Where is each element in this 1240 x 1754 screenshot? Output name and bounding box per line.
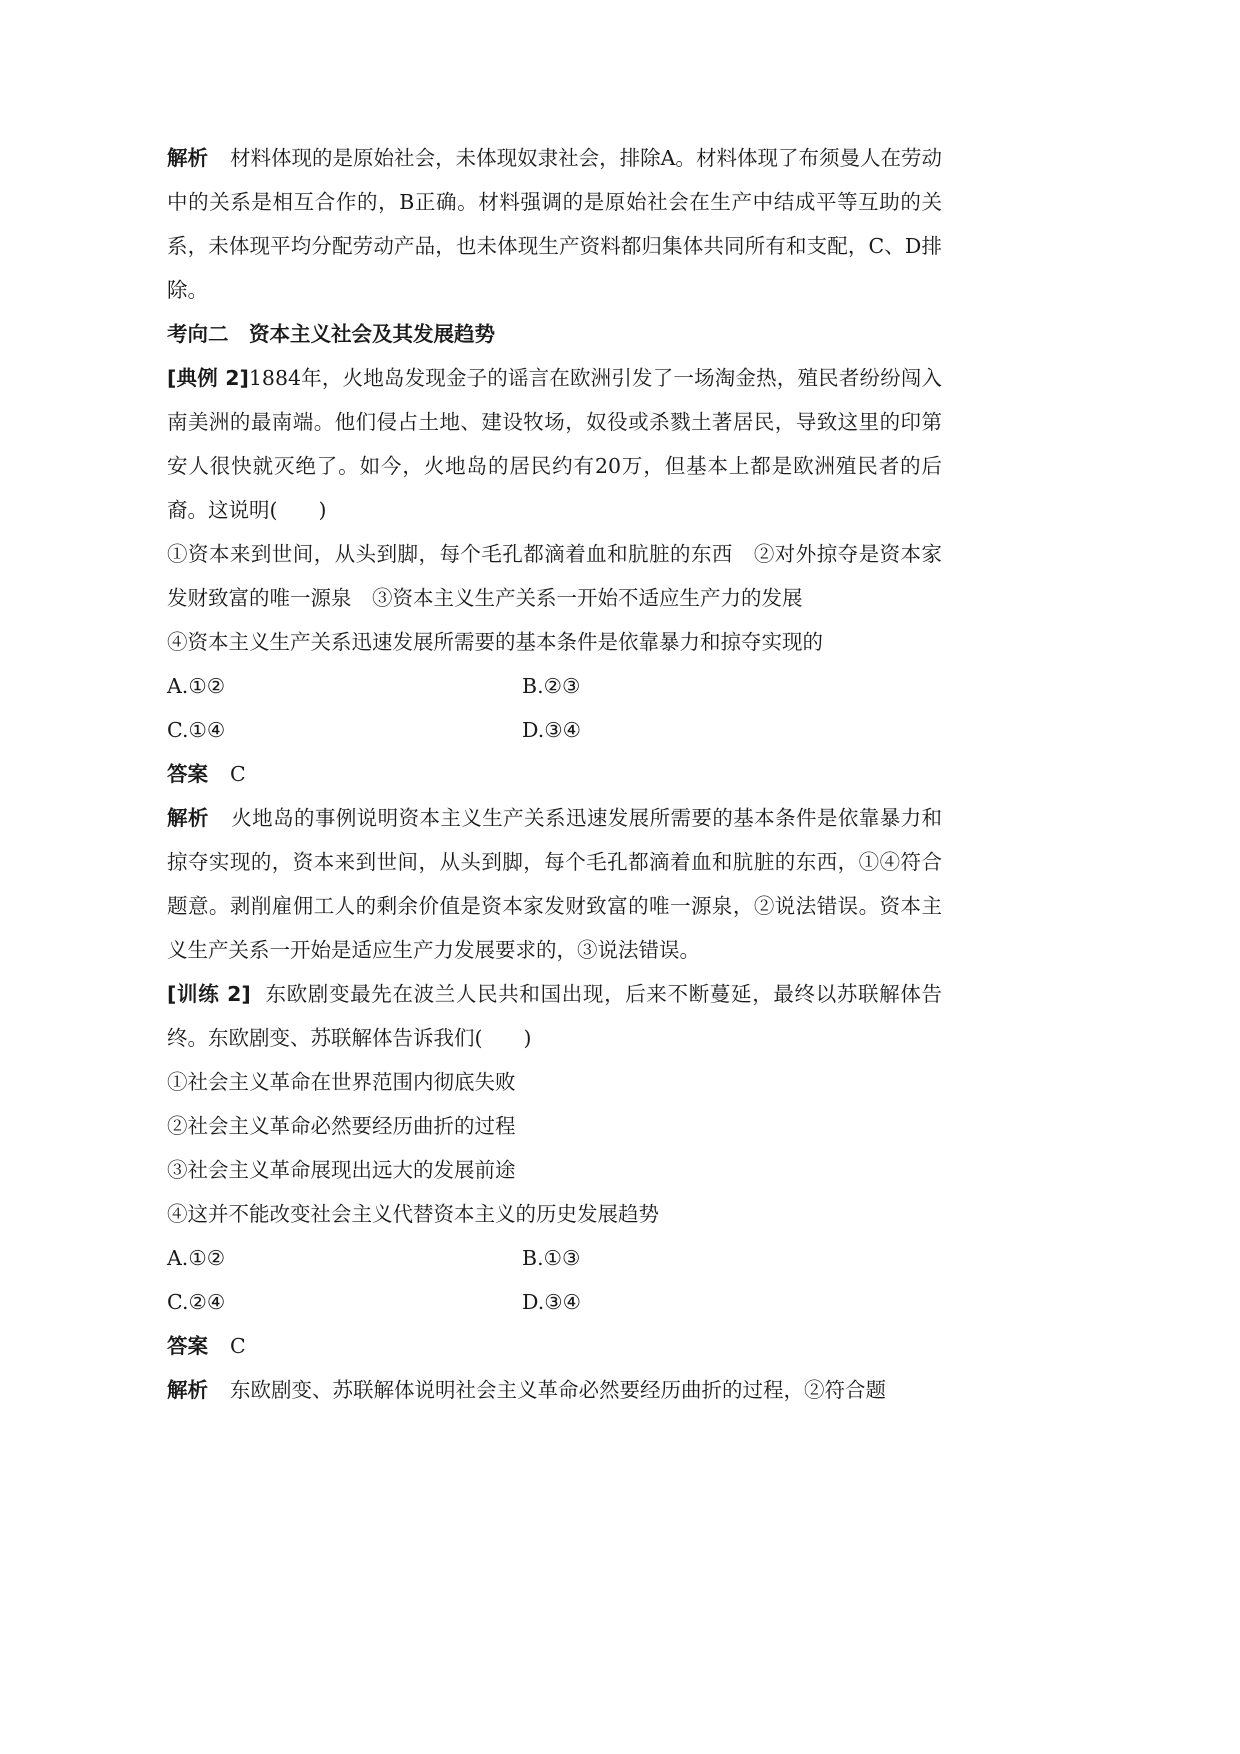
analysis-label: 解析 <box>167 806 209 830</box>
document-page <box>167 136 942 1412</box>
training-2-statement-2: ②社会主义革命必然要经历曲折的过程 <box>167 1114 516 1138</box>
training-2-statement-1: ①社会主义革命在世界范围内彻底失败 <box>167 1070 516 1094</box>
training-2-label: [训练 2] <box>167 982 251 1006</box>
training-2-statement-3: ③社会主义革命展现出远大的发展前途 <box>167 1158 516 1182</box>
training-2-answer <box>167 1324 942 1368</box>
example-2-question <box>167 356 942 532</box>
example-2-label: [典例 2] <box>167 366 249 390</box>
training-2-options-row-2 <box>167 1280 942 1324</box>
example-2-options-row-1 <box>167 664 942 708</box>
analysis-text: 材料体现的是原始社会，未体现奴隶社会，排除A。材料体现了布须曼人在劳动中的关系是相互合作的，B正确。材料强调的是原始社会在生产中结成平等互助的关系，未体现平均分配劳动产品，也未体现生产资料都归集体共同所有和支配，C、D排除。 <box>167 146 942 302</box>
analysis-paragraph-1 <box>167 136 942 312</box>
answer-label: 答案 <box>167 1334 208 1358</box>
training-2-statement-4: ④这并不能改变社会主义代替资本主义的历史发展趋势 <box>167 1202 659 1226</box>
training-2-option-a: A.①② <box>167 1246 226 1270</box>
example-2-option-d: D.③④ <box>522 718 581 742</box>
example-2-statements-1: ①资本来到世间，从头到脚，每个毛孔都滴着血和肮脏的东西 ②对外掠夺是资本家发财致富的唯一源泉 ③资本主义生产关系一开始不适应生产力的发展 <box>167 542 942 610</box>
answer-value: C <box>230 1334 246 1358</box>
example-2-analysis <box>167 796 942 972</box>
answer-label: 答案 <box>167 762 208 786</box>
example-2-text: 1884年，火地岛发现金子的谣言在欧洲引发了一场淘金热，殖民者纷纷闯入南美洲的最南端。他们侵占土地、建设牧场，奴役或杀戮土著居民，导致这里的印第安人很快就灭绝了。如今，火地岛的居民约有20万，但基本上都是欧洲殖民者的后裔。这说明( ) <box>167 366 943 522</box>
training-2-analysis <box>167 1368 942 1412</box>
training-2-options-row-1 <box>167 1236 942 1280</box>
section-heading: 考向二 资本主义社会及其发展趋势 <box>167 322 495 346</box>
training-2-option-d: D.③④ <box>522 1290 581 1314</box>
example-2-option-a: A.①② <box>167 674 226 698</box>
training-2-question <box>167 972 942 1060</box>
training-2-option-c: C.②④ <box>167 1290 226 1314</box>
analysis-label: 解析 <box>167 146 209 170</box>
analysis-text: 火地岛的事例说明资本主义生产关系迅速发展所需要的基本条件是依靠暴力和掠夺实现的，资本来到世间，从头到脚，每个毛孔都滴着血和肮脏的东西，①④符合题意。剥削雇佣工人的剩余价值是资本家发财致富的唯一源泉，②说法错误。资本主义生产关系一开始是适应生产力发展要求的，③说法错误。 <box>167 806 943 962</box>
example-2-option-c: C.①④ <box>167 718 226 742</box>
example-2-option-b: B.②③ <box>522 674 581 698</box>
training-2-text: 东欧剧变最先在波兰人民共和国出现，后来不断蔓延，最终以苏联解体告终。东欧剧变、苏联解体告诉我们( ) <box>167 982 943 1050</box>
example-2-answer <box>167 752 942 796</box>
analysis-label: 解析 <box>167 1378 208 1402</box>
example-2-options-row-2 <box>167 708 942 752</box>
training-2-option-b: B.①③ <box>522 1246 581 1270</box>
answer-value: C <box>230 762 246 786</box>
example-2-statements-2: ④资本主义生产关系迅速发展所需要的基本条件是依靠暴力和掠夺实现的 <box>167 630 823 654</box>
analysis-text: 东欧剧变、苏联解体说明社会主义革命必然要经历曲折的过程，②符合题 <box>230 1378 886 1402</box>
